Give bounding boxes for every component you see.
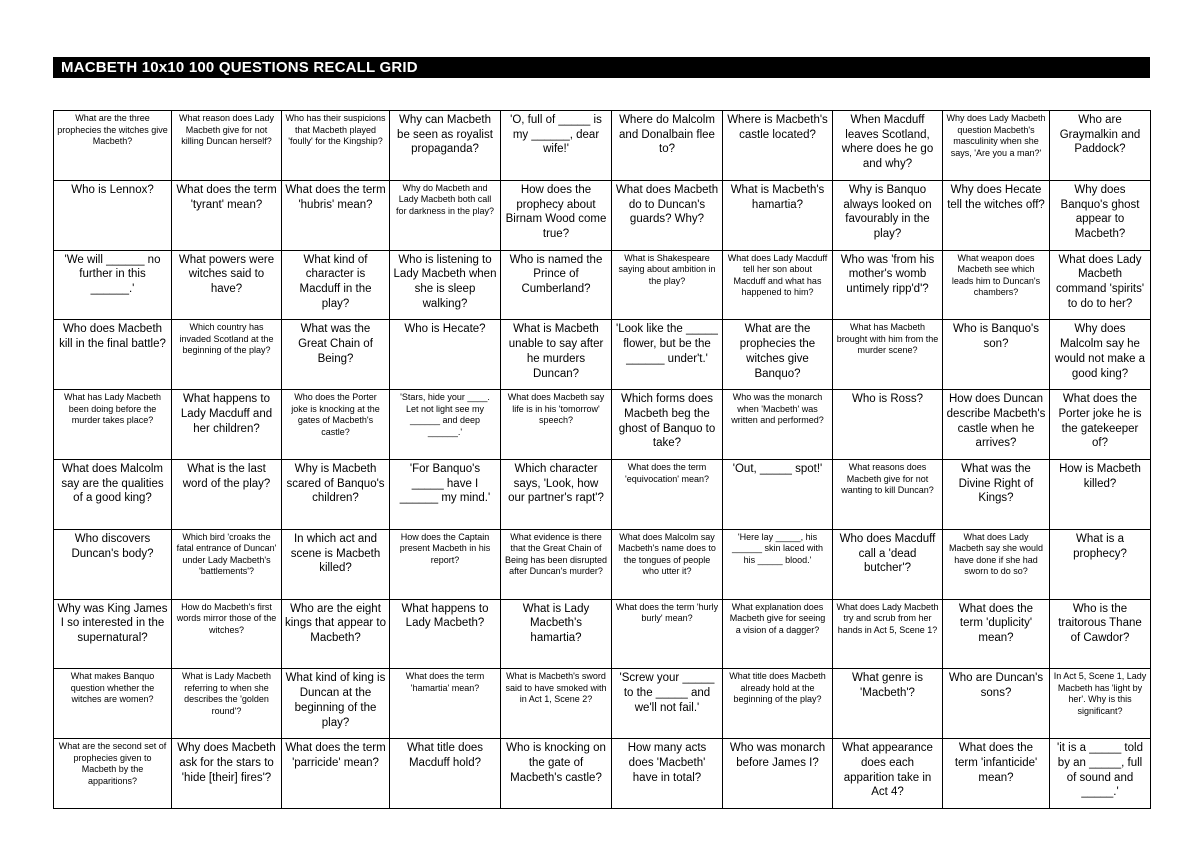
grid-cell: Why is Banquo always looked on favourably in the play? (833, 180, 943, 250)
grid-cell: What is Macbeth unable to say after he murders Duncan? (501, 320, 612, 390)
grid-cell: Which character says, 'Look, how our partner's rapt'? (501, 459, 612, 529)
grid-cell: Who does Macbeth kill in the final battle? (54, 320, 172, 390)
grid-cell: What does the Porter joke he is the gatekeeper of? (1050, 390, 1151, 460)
grid-cell: Who was monarch before James I? (723, 739, 833, 809)
grid-cell: What does Malcolm say are the qualities of a good king? (54, 459, 172, 529)
grid-cell: 'Stars, hide your ____. Let not light see my ______ and deep ______.' (390, 390, 501, 460)
grid-cell: What was the Divine Right of Kings? (943, 459, 1050, 529)
grid-cell: Who was 'from his mother's womb untimely ripp'd'? (833, 250, 943, 320)
grid-cell: 'We will ______ no further in this ______.' (54, 250, 172, 320)
grid-cell: Why do Macbeth and Lady Macbeth both call for darkness in the play? (390, 180, 501, 250)
grid-cell: 'Look like the _____ flower, but be the ______ under't.' (612, 320, 723, 390)
grid-cell: What title does Macbeth already hold at the beginning of the play? (723, 669, 833, 739)
grid-cell: Who is listening to Lady Macbeth when she is sleep walking? (390, 250, 501, 320)
grid-row (54, 250, 1151, 320)
grid-cell: What was the Great Chain of Being? (282, 320, 390, 390)
grid-cell: What title does Macduff hold? (390, 739, 501, 809)
grid-cell: What does the term 'hamartia' mean? (390, 669, 501, 739)
grid-cell: Why does Macbeth ask for the stars to 'hide [their] fires'? (172, 739, 282, 809)
grid-cell: What has Macbeth brought with him from the murder scene? (833, 320, 943, 390)
grid-cell: How does the Captain present Macbeth in his report? (390, 529, 501, 599)
grid-row (54, 739, 1151, 809)
page-title: MACBETH 10x10 100 QUESTIONS RECALL GRID (53, 57, 1150, 78)
grid-cell: What is Macbeth's sword said to have smoked with in Act 1, Scene 2? (501, 669, 612, 739)
grid-cell: What has Lady Macbeth been doing before the murder takes place? (54, 390, 172, 460)
grid-cell: What is Lady Macbeth referring to when she describes the 'golden round'? (172, 669, 282, 739)
grid-cell: How do Macbeth's first words mirror those of the witches? (172, 599, 282, 669)
grid-cell: In Act 5, Scene 1, Lady Macbeth has 'light by her'. Why is this significant? (1050, 669, 1151, 739)
grid-row (54, 529, 1151, 599)
grid-cell: What is a prophecy? (1050, 529, 1151, 599)
grid-cell: What is Shakespeare saying about ambition in the play? (612, 250, 723, 320)
grid-cell: What is the last word of the play? (172, 459, 282, 529)
grid-row (54, 390, 1151, 460)
grid-cell: Who is Banquo's son? (943, 320, 1050, 390)
grid-cell: What does the term 'tyrant' mean? (172, 180, 282, 250)
grid-cell: 'O, full of _____ is my ______, dear wife!' (501, 111, 612, 181)
grid-cell: How does the prophecy about Birnam Wood come true? (501, 180, 612, 250)
grid-cell: Why can Macbeth be seen as royalist propaganda? (390, 111, 501, 181)
grid-cell: Who are the eight kings that appear to Macbeth? (282, 599, 390, 669)
grid-cell: What kind of king is Duncan at the beginning of the play? (282, 669, 390, 739)
grid-cell: Why does Banquo's ghost appear to Macbeth? (1050, 180, 1151, 250)
grid-cell: Why is Macbeth scared of Banquo's children? (282, 459, 390, 529)
grid-cell: 'For Banquo's _____ have I ______ my mind.' (390, 459, 501, 529)
grid-cell: When Macduff leaves Scotland, where does he go and why? (833, 111, 943, 181)
grid-cell: What happens to Lady Macbeth? (390, 599, 501, 669)
grid-row (54, 111, 1151, 181)
grid-cell: What does the term 'infanticide' mean? (943, 739, 1050, 809)
grid-cell: Who is Lennox? (54, 180, 172, 250)
grid-cell: What weapon does Macbeth see which leads him to Duncan's chambers? (943, 250, 1050, 320)
grid-row (54, 320, 1151, 390)
grid-cell: Why does Malcolm say he would not make a good king? (1050, 320, 1151, 390)
grid-cell: Which country has invaded Scotland at the beginning of the play? (172, 320, 282, 390)
grid-cell: What does Lady Macbeth try and scrub from her hands in Act 5, Scene 1? (833, 599, 943, 669)
grid-cell: Which bird 'croaks the fatal entrance of Duncan' under Lady Macbeth's 'battlements'? (172, 529, 282, 599)
grid-cell: What does the term 'duplicity' mean? (943, 599, 1050, 669)
grid-row (54, 669, 1151, 739)
grid-cell: What powers were witches said to have? (172, 250, 282, 320)
grid-cell: What are the second set of prophecies given to Macbeth by the apparitions? (54, 739, 172, 809)
grid-cell: Who does the Porter joke is knocking at the gates of Macbeth's castle? (282, 390, 390, 460)
grid-cell: What does Malcolm say Macbeth's name does to the tongues of people who utter it? (612, 529, 723, 599)
grid-cell: In which act and scene is Macbeth killed? (282, 529, 390, 599)
grid-cell: What evidence is there that the Great Chain of Being has been disrupted after Duncan's murder? (501, 529, 612, 599)
grid-cell: What does the term 'hurly burly' mean? (612, 599, 723, 669)
grid-cell: How many acts does 'Macbeth' have in total? (612, 739, 723, 809)
grid-cell: Why does Hecate tell the witches off? (943, 180, 1050, 250)
grid-row (54, 599, 1151, 669)
grid-cell: What appearance does each apparition take in Act 4? (833, 739, 943, 809)
grid-cell: Who is the traitorous Thane of Cawdor? (1050, 599, 1151, 669)
grid-cell: 'Here lay _____, his ______ skin laced with his _____ blood.' (723, 529, 833, 599)
grid-cell: What does the term 'equivocation' mean? (612, 459, 723, 529)
grid-cell: What are the prophecies the witches give Banquo? (723, 320, 833, 390)
grid-cell: What happens to Lady Macduff and her children? (172, 390, 282, 460)
grid-cell: Where is Macbeth's castle located? (723, 111, 833, 181)
grid-row (54, 180, 1151, 250)
grid-cell: What does Lady Macduff tell her son about Macduff and what has happened to him? (723, 250, 833, 320)
grid-cell: Who is Hecate? (390, 320, 501, 390)
grid-row (54, 459, 1151, 529)
grid-cell: What does Lady Macbeth command 'spirits' to do to her? (1050, 250, 1151, 320)
grid-cell: What does the term 'hubris' mean? (282, 180, 390, 250)
grid-cell: What does Macbeth say life is in his 'tomorrow' speech? (501, 390, 612, 460)
grid-cell: What explanation does Macbeth give for seeing a vision of a dagger? (723, 599, 833, 669)
grid-cell: Which forms does Macbeth beg the ghost of Banquo to take? (612, 390, 723, 460)
grid-cell: What does Macbeth do to Duncan's guards? Why? (612, 180, 723, 250)
grid-cell: Why was King James I so interested in the supernatural? (54, 599, 172, 669)
grid-cell: Where do Malcolm and Donalbain flee to? (612, 111, 723, 181)
grid-cell: Who is knocking on the gate of Macbeth's castle? (501, 739, 612, 809)
grid-cell: What is Lady Macbeth's hamartia? (501, 599, 612, 669)
grid-cell: 'it is a _____ told by an _____, full of sound and _____.' (1050, 739, 1151, 809)
grid-cell: Who are Duncan's sons? (943, 669, 1050, 739)
grid-cell: What reasons does Macbeth give for not wanting to kill Duncan? (833, 459, 943, 529)
grid-cell: What does Lady Macbeth say she would have done if she had sworn to do so? (943, 529, 1050, 599)
grid-cell: Who was the monarch when 'Macbeth' was written and performed? (723, 390, 833, 460)
grid-cell: Who are Graymalkin and Paddock? (1050, 111, 1151, 181)
grid-cell: What kind of character is Macduff in the play? (282, 250, 390, 320)
grid-cell: What reason does Lady Macbeth give for not killing Duncan herself? (172, 111, 282, 181)
grid-cell: What genre is 'Macbeth'? (833, 669, 943, 739)
grid-cell: What are the three prophecies the witches give Macbeth? (54, 111, 172, 181)
grid-cell: Who is Ross? (833, 390, 943, 460)
grid-cell: 'Screw your _____ to the _____ and we'll not fail.' (612, 669, 723, 739)
grid-cell: What makes Banquo question whether the witches are women? (54, 669, 172, 739)
grid-cell: Who is named the Prince of Cumberland? (501, 250, 612, 320)
grid-cell: How does Duncan describe Macbeth's castle when he arrives? (943, 390, 1050, 460)
grid-cell: Who discovers Duncan's body? (54, 529, 172, 599)
grid-cell: What does the term 'parricide' mean? (282, 739, 390, 809)
grid-cell: Who has their suspicions that Macbeth played 'foully' for the Kingship? (282, 111, 390, 181)
grid-cell: How is Macbeth killed? (1050, 459, 1151, 529)
question-grid (53, 110, 1151, 809)
grid-cell: What is Macbeth's hamartia? (723, 180, 833, 250)
grid-cell: 'Out, _____ spot!' (723, 459, 833, 529)
grid-cell: Why does Lady Macbeth question Macbeth's masculinity when she says, 'Are you a man?' (943, 111, 1050, 181)
grid-cell: Who does Macduff call a 'dead butcher'? (833, 529, 943, 599)
